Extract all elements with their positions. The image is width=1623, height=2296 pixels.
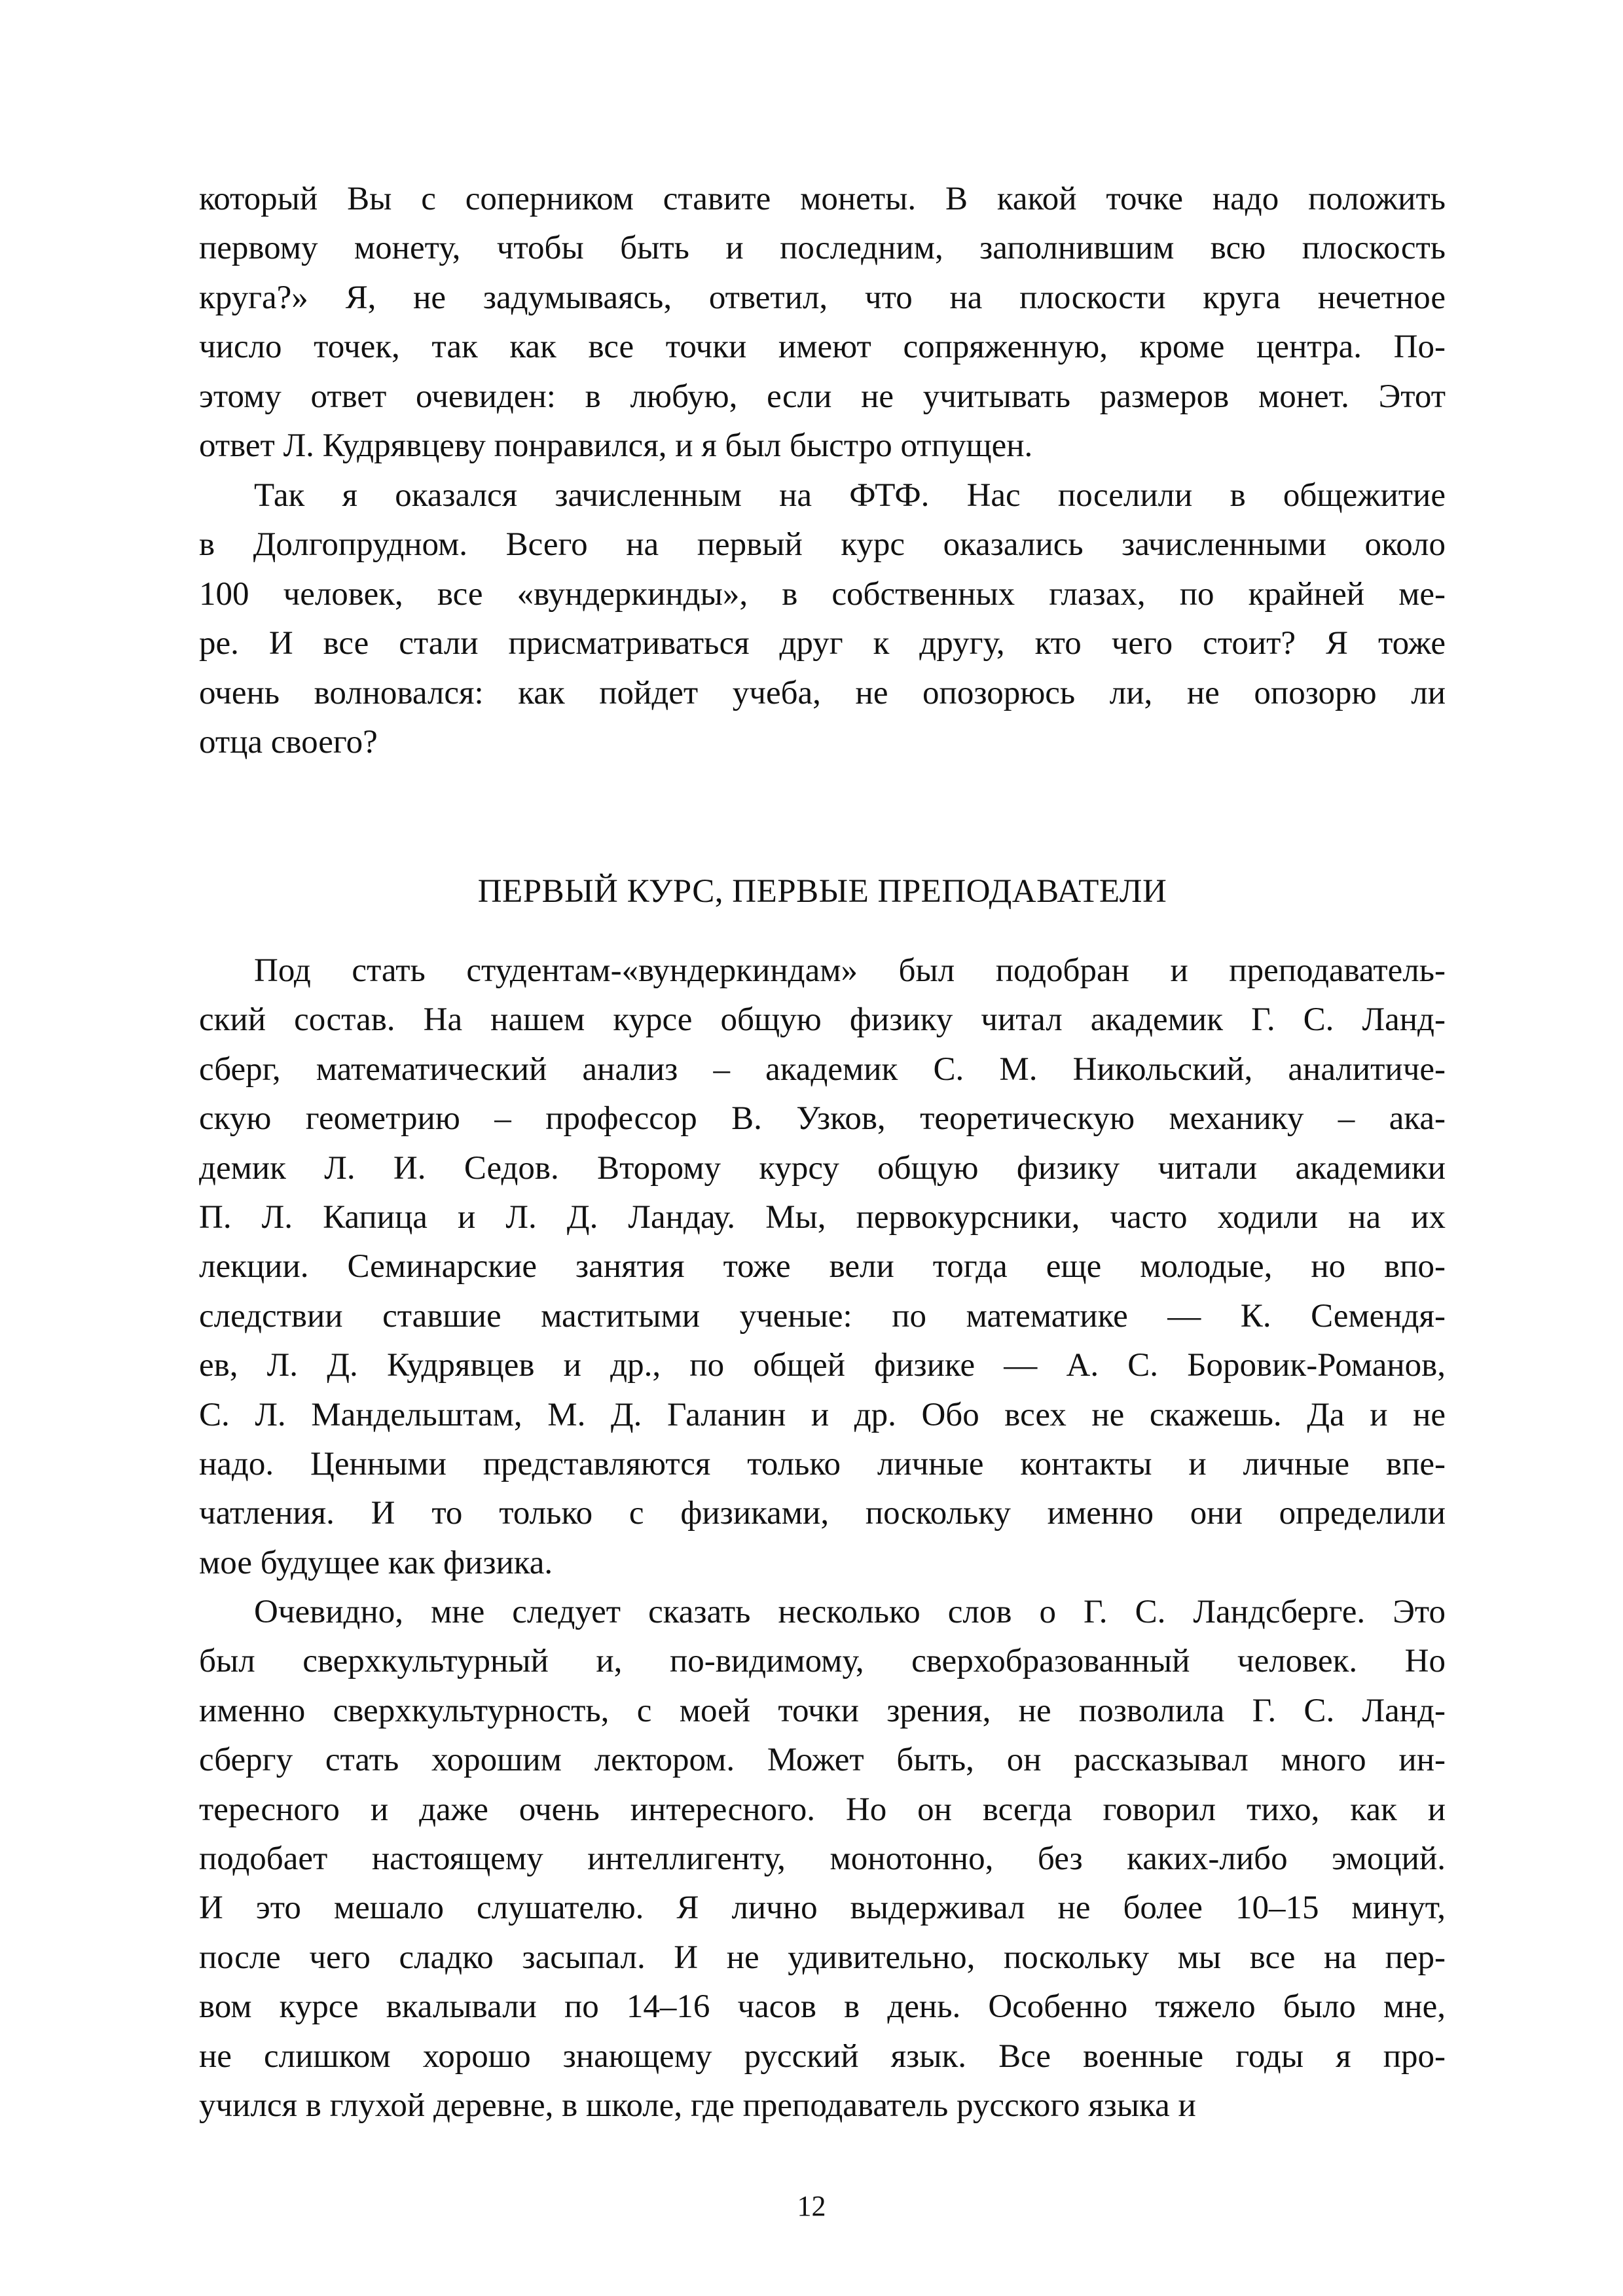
text-line: именно сверхкультурность, с моей точки зрения, не позволила Г. С. Ланд-: [199, 1693, 1446, 1729]
text-line: не слишком хорошо знающему русский язык. Все военные годы я про-: [199, 2038, 1446, 2075]
page-number: 12: [797, 2190, 826, 2222]
text-line: 100 человек, все «вундеркинды», в собственных глазах, по крайней ме-: [199, 576, 1446, 613]
text-line: сбергу стать хорошим лектором. Может быть, он рассказывал много ин-: [199, 1742, 1446, 1778]
text-line: скую геометрию – профессор В. Узков, теоретическую механику – ака-: [199, 1100, 1446, 1137]
text-line: который Вы с соперником ставите монеты. В какой точке надо положить: [199, 181, 1446, 217]
text-line: в Долгопрудном. Всего на первый курс оказались зачисленными около: [199, 526, 1446, 563]
text-line: после чего сладко засыпал. И не удивительно, поскольку мы все на пер-: [199, 1939, 1446, 1976]
text-line: демик Л. И. Седов. Второму курсу общую физику читали академики: [199, 1150, 1446, 1187]
text-line: надо. Ценными представляются только личные контакты и личные впе-: [199, 1446, 1446, 1482]
text-line: мое будущее как физика.: [199, 1545, 553, 1581]
text-line: этому ответ очевиден: в любую, если не учитывать размеров монет. Этот: [199, 378, 1446, 415]
text-line: лекции. Семинарские занятия тоже вели тогда еще молодые, но впо-: [199, 1248, 1446, 1285]
text-line: сберг, математический анализ – академик С. М. Никольский, аналитиче-: [199, 1051, 1446, 1088]
text-line: ответ Л. Кудрявцеву понравился, и я был быстро отпущен.: [199, 427, 1033, 464]
text-line: отца своего?: [199, 724, 378, 761]
text-line: подобает настоящему интеллигенту, монотонно, без каких-либо эмоций.: [199, 1840, 1446, 1877]
text-line: следствии ставшие маститыми ученые: по математике — К. Семендя-: [199, 1298, 1446, 1335]
text-line: С. Л. Мандельштам, М. Д. Галанин и др. Обо всех не скажешь. Да и не: [199, 1397, 1446, 1433]
text-line: ре. И все стали присматриваться друг к другу, кто чего стоит? Я тоже: [199, 625, 1446, 662]
text-line: чатления. И то только с физиками, поскольку именно они определили: [199, 1495, 1446, 1532]
text-line: Очевидно, мне следует сказать несколько слов о Г. С. Ландсберге. Это: [254, 1594, 1446, 1630]
text-line: круга?» Я, не задумываясь, ответил, что на плоскости круга нечетное: [199, 279, 1446, 316]
text-line: вом курсе вкалывали по 14–16 часов в день. Особенно тяжело было мне,: [199, 1988, 1446, 2025]
text-line: Так я оказался зачисленным на ФТФ. Нас поселили в общежитие: [254, 477, 1446, 514]
text-line: Под стать студентам-«вундеркиндам» был подобран и преподаватель-: [254, 952, 1446, 989]
text-line: первому монету, чтобы быть и последним, заполнившим всю плоскость: [199, 230, 1446, 266]
text-line: был сверхкультурный и, по-видимому, сверхобразованный человек. Но: [199, 1643, 1446, 1679]
text-line: П. Л. Капица и Л. Д. Ландау. Мы, первокурсники, часто ходили на их: [199, 1199, 1446, 1236]
text-line: ев, Л. Д. Кудрявцев и др., по общей физике — А. С. Боровик-Романов,: [199, 1347, 1446, 1384]
text-line: число точек, так как все точки имеют сопряженную, кроме центра. По-: [199, 329, 1446, 365]
text-line: очень волновался: как пойдет учеба, не опозорюсь ли, не опозорю ли: [199, 675, 1446, 711]
text-line: ский состав. На нашем курсе общую физику читал академик Г. С. Ланд-: [199, 1001, 1446, 1038]
text-line: тересного и даже очень интересного. Но он всегда говорил тихо, как и: [199, 1791, 1446, 1828]
text-line: учился в глухой деревне, в школе, где преподаватель русского языка и: [199, 2087, 1196, 2124]
text-line: И это мешало слушателю. Я лично выдерживал не более 10–15 минут,: [199, 1890, 1446, 1926]
section-heading: ПЕРВЫЙ КУРС, ПЕРВЫЕ ПРЕПОДАВАТЕЛИ: [477, 873, 1167, 910]
